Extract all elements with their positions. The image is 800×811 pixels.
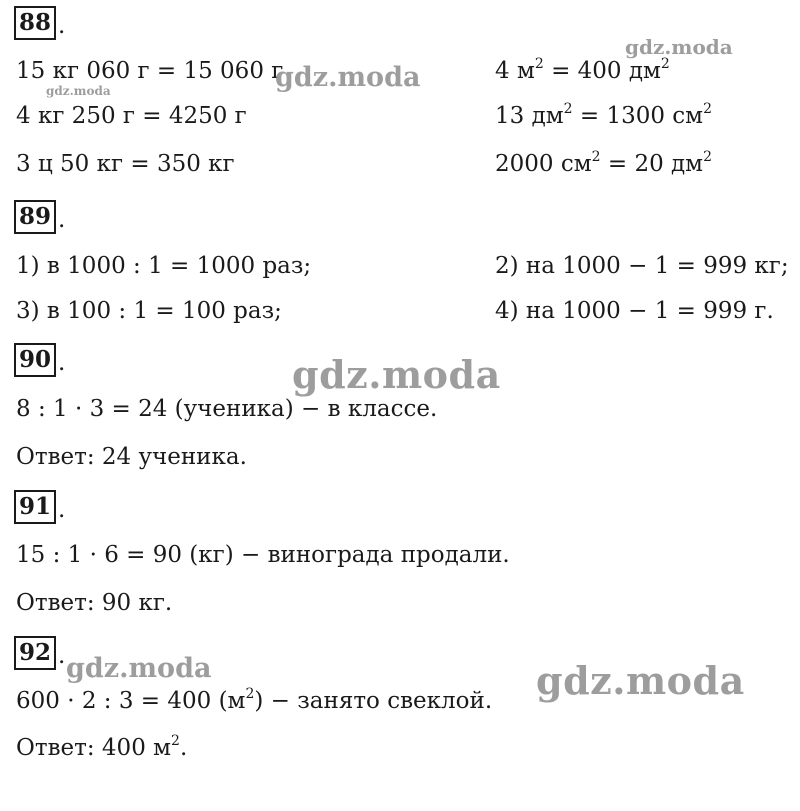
task-number-89: 89 . (14, 200, 65, 234)
task-number-91: 91 . (14, 490, 65, 524)
watermark: gdz.moda (46, 84, 111, 98)
watermark: gdz.moda (536, 658, 745, 703)
task-88-line-3-left: 3 ц 50 кг = 350 кг (16, 151, 235, 177)
task-91-solution: 15 : 1 · 6 = 90 (кг) − винограда продали. (16, 542, 510, 568)
watermark: gdz.moda (275, 62, 421, 93)
task-88-line-3-right: 2000 $см^2 = 20$ $дм^2$ (495, 149, 712, 177)
task-88-line-1-right: 4 $м^2 = 400$ $дм^2$ (495, 56, 670, 84)
task-89-item-3: 3) в 100 : 1 = 100 раз; (16, 298, 282, 324)
task-90-answer: Ответ: 24 ученика. (16, 444, 247, 470)
watermark: gdz.moda (625, 35, 733, 59)
task-number-90: 90 . (14, 343, 65, 377)
task-92-answer: Ответ: 400 $м^2$. (16, 733, 188, 761)
task-number-92: 92 . (14, 636, 65, 670)
task-number-88: 88 . (14, 6, 65, 40)
watermark: gdz.moda (66, 653, 212, 684)
task-92-solution: 600 · 2 : 3 = 400 $(м^2)$ − занято свеклой. (16, 686, 493, 714)
task-88-line-1-left: 15 кг 060 г = 15 060 г (16, 58, 284, 84)
task-88-line-2-right: 13 $дм^2 = 1300$ $см^2$ (495, 101, 712, 129)
task-89-item-2: 2) на 1000 − 1 = 999 кг; (495, 253, 789, 279)
task-88-line-2-left: 4 кг 250 г = 4250 г (16, 103, 247, 129)
task-90-solution: 8 : 1 · 3 = 24 (ученика) − в классе. (16, 396, 438, 422)
task-89-item-1: 1) в 1000 : 1 = 1000 раз; (16, 253, 312, 279)
task-89-item-4: 4) на 1000 − 1 = 999 г. (495, 298, 774, 324)
watermark: gdz.moda (292, 352, 501, 397)
task-91-answer: Ответ: 90 кг. (16, 590, 173, 616)
